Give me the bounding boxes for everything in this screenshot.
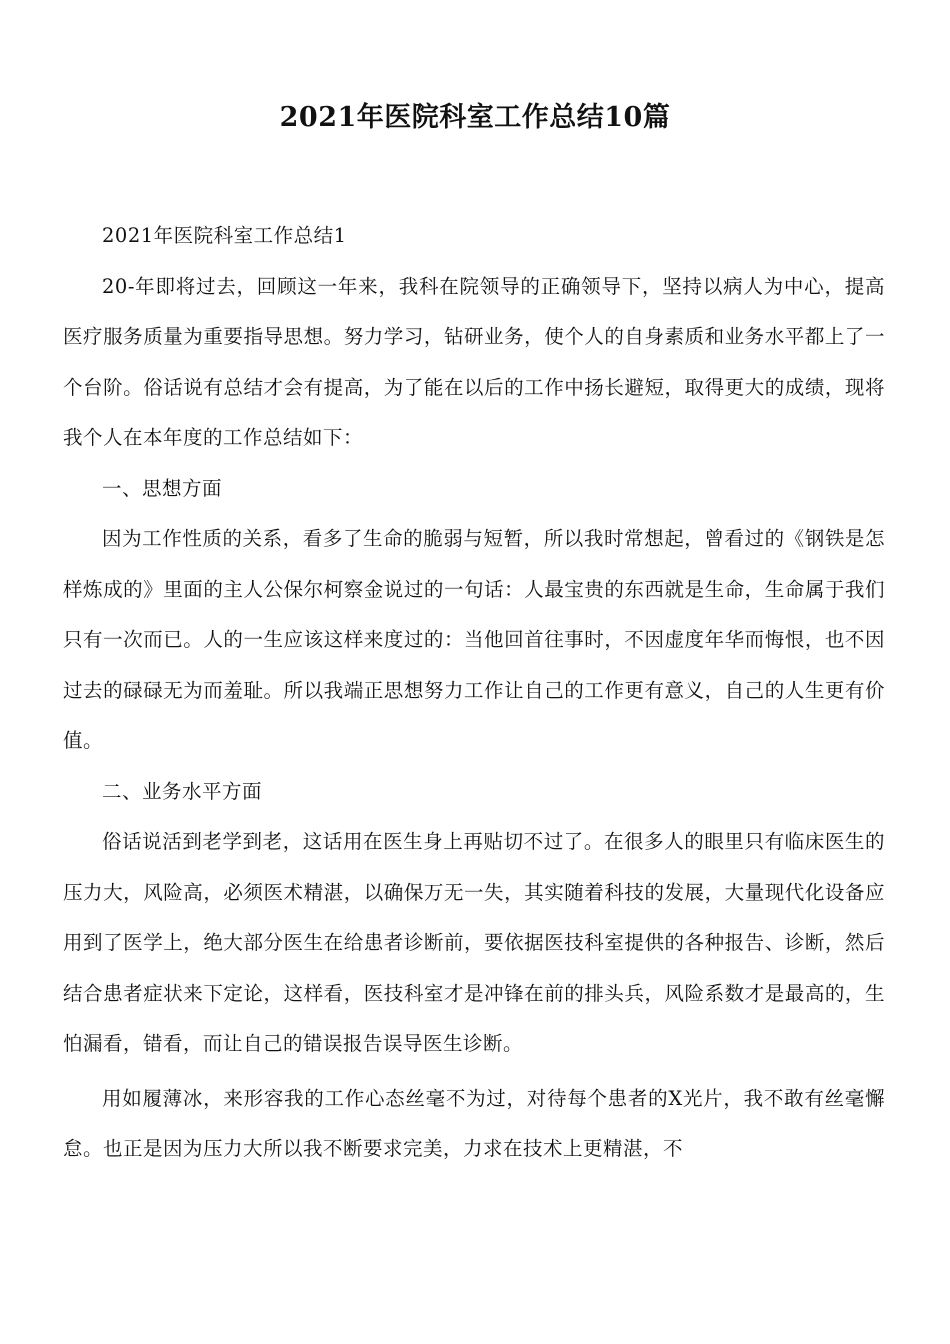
paragraph-intro: 20-年即将过去，回顾这一年来，我科在院领导的正确领导下，坚持以病人为中心，提高医疗服务质量为重要指导思想。努力学习，钻研业务，使个人的自身素质和业务水平都上了一个台阶。俗话说有总结才会有提高，为了能在以后的工作中扬长避短，取得更大的成绩，现将我个人在本年度的工作总结如下： <box>63 274 885 449</box>
section-heading-1: 2021年医院科室工作总结1 <box>102 224 347 247</box>
section-heading-thought: 一、思想方面 <box>102 476 223 500</box>
paragraph-thought: 因为工作性质的关系，看多了生命的脆弱与短暂，所以我时常想起，曾看过的《钢铁是怎样炼成的》里面的主人公保尔柯察金说过的一句话：人最宝贵的东西就是生命，生命属于我们只有一次而已。人的一生应该这样来度过的：当他回首往事时，不因虚度年华而悔恨，也不因过去的碌碌无为而羞耻。所以我端正思想努力工作让自己的工作更有意义，自己的人生更有价值。 <box>63 527 885 752</box>
section-heading-skill: 二、业务水平方面 <box>102 779 263 803</box>
document-title: 2021年医院科室工作总结10篇 <box>279 102 671 133</box>
paragraph-attitude: 用如履薄冰，来形容我的工作心态丝毫不为过，对待每个患者的X光片，我不敢有丝毫懈怠。也正是因为压力大所以我不断要求完美，力求在技术上更精湛，不 <box>63 1086 885 1160</box>
document-body <box>63 211 885 1175</box>
paragraph-skill: 俗话说活到老学到老，这话用在医生身上再贴切不过了。在很多人的眼里只有临床医生的压力大，风险高，必须医术精湛，以确保万无一失，其实随着科技的发展，大量现代化设备应用到了医学上，绝大部分医生在给患者诊断前，要依据医技科室提供的各种报告、诊断，然后结合患者症状来下定论，这样看，医技科室才是冲锋在前的排头兵，风险系数才是最高的，生怕漏看，错看，而让自己的错误报告误导医生诊断。 <box>63 830 885 1055</box>
